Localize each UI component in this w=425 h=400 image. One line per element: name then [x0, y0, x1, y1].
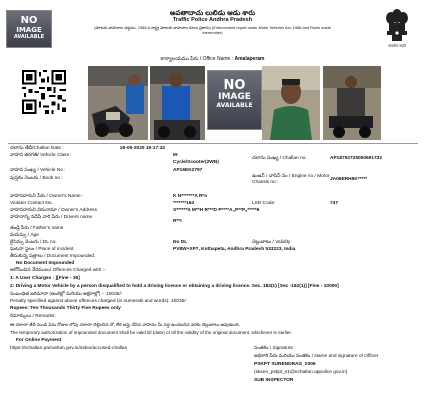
office-name-row [0, 57, 425, 63]
place-of-incident-value: PV8W+XP7, Kothapeta, Andhra Pradesh 533223, India [173, 247, 296, 252]
emblem-caption: सत्यमेव जयते [388, 44, 406, 48]
validity-note: The temporary authorization of impounded document shall be valid till (date) or till the validity of the original document, whichever is earlier. [10, 330, 292, 335]
document-impounded-label: తీసుకున్న పత్రాలు / Document Impounded: [10, 254, 96, 259]
office-name-label: కార్యాలయము పేరు / Office Name : [160, 56, 234, 62]
vehicle-class-label: వాహన తరగతి/ Vehicle Class : [10, 153, 72, 158]
violator-photo [262, 66, 320, 140]
engine-no-label-2: Chassis no : [252, 180, 279, 185]
online-payment-link[interactable]: https://echallan.parivahan.gov.in/index/accused-challan [10, 346, 128, 351]
vehicle-no-label: వాహన సంఖ్య / Vehicle No : [10, 168, 66, 173]
qr-code [22, 70, 66, 114]
remarks-label: రిమార్కులు / Remarks: [10, 314, 56, 319]
challan-date-value: 26-05-2025 19:17:32 [120, 146, 166, 151]
officer-rank: SUB INSPECTOR [254, 378, 294, 383]
ashoka-emblem-icon [382, 8, 412, 52]
challan-no-label: చలాను సంఖ్య / Challan no. [252, 156, 307, 161]
challan-date-label: చలాను తేదీ/Challan Date : [10, 146, 64, 151]
signature-label: సంతకం / Signature : [254, 346, 296, 351]
officer-name-value: PSKPT SURENDRAG_0306 [254, 362, 316, 367]
offence-1: 1: A User Charges : ][Fine - 35] [10, 276, 80, 281]
place-of-incident-label: ఘటనా స్థలం / Place of incident [10, 247, 74, 252]
penalty-specified: Penalty specified against above offences charged (in numerals and words): 10035/- [10, 299, 188, 304]
violator-contact-label: Violator Contact No. [10, 201, 53, 206]
vehicle-class-value-2: Cycle/Scooter(2WN) [173, 160, 219, 165]
engine-no-label: ఇంజన్ / చాసిస్ నం / Engine no / Motor [252, 174, 330, 179]
dl-no-label: లైసెన్సు నెంబరు / DL no. [10, 240, 57, 245]
drivers-name-label: వాహనాన్ని నడిపే వారి పేరు / Drivers name [10, 215, 93, 220]
offence-2: 2: Driving a Motor Vehicle by a person disqualified to hold a driving licence or obtaining a driving licence. Sec. 182(1) [Sec -182(1)] [Fine - 10000] [10, 284, 339, 289]
dl-no-value: No DL [173, 240, 188, 245]
penalty-in-words: Rupees: Ten Thousands Thirty Five Rupees only [10, 306, 121, 311]
vehicle-photo-3 [323, 66, 381, 140]
owner-address-label: వాహనదారుని చిరునామా / Owner's Address [10, 208, 97, 213]
lsd-code-label: LSD Code: [252, 201, 276, 206]
drivers-name-value: R**I [173, 219, 182, 224]
challan-no-value: AP18792725050691732 [330, 156, 383, 161]
vehicle-photo-1 [88, 66, 148, 140]
officer-name-label: అధికారి పేరు మరియు సంతకం / Name and signature of Officer [254, 354, 379, 359]
penalty-telugu: సంబంధిత జరిమానా (అంకెల్లో మరియు అక్షరాల్లో) :- 10035/- [10, 292, 123, 297]
online-payment-label: For Online Payment [16, 338, 62, 343]
office-name-value: Amalaperam [234, 56, 265, 62]
lsd-code-value: 747 [330, 201, 339, 206]
owner-address-value: S******S M**H R***D P****A,,P**P,,*****6 [173, 208, 260, 213]
header-title-telugu: అవతాదాచు లులిడు ఆడు శారు [169, 10, 256, 17]
vehicle-class-value: M- [173, 153, 179, 158]
violator-contact-value: *******164 [173, 201, 195, 206]
offences-label: ఆరోపించిన నేరములు/ Offences Charged with :- [10, 268, 106, 273]
document-impounded-value: No Document Impounded [16, 261, 75, 266]
header-no-image-logo: NO IMAGE AVAILABLE [6, 10, 52, 48]
header-title: Traffic Police Andhra Pradesh [172, 17, 253, 23]
officer-email: (sksen_pskpt_s1@echallan appolice gov.in) [254, 370, 348, 375]
photo-no-image-placeholder: NO IMAGE AVAILABLE [207, 70, 262, 130]
fathers-name-label: తండ్రి పేరు / Father's name [10, 226, 64, 231]
validity-label: చెల్లుబాటు / Validity [252, 240, 291, 245]
header-subtitle-2: thereunder) [202, 30, 223, 35]
validity-note-telugu: ఈ చలానా తేదీ నుండి ఏడు రోజుల లోపు చలానా చెల్లించిన చో, లేక జప్తు చేసిన వాహనం మీ వద్ద ఉంచబడిన వరకు చెల్లుబాటు అవుతుంది. [10, 322, 240, 327]
age-label: వయస్సు / Age [10, 233, 39, 238]
header-subtitle: (మోటరు వాహనాల చట్టము, 1988 & రాష్ట్ర మోటరు వాహనాల రూలు ప్రకారం) (Enforcement report under Motor Vehicles Act, 1988 and Rules made [94, 25, 331, 30]
divider [8, 143, 418, 144]
vehicle-no-value: AP16EK2797 [173, 168, 203, 173]
owner-name-value: K N*******A R*o [173, 194, 208, 199]
engine-no-value: JA06ERH5K***** [330, 177, 368, 182]
owner-name-label: వాహనదారుని పేరు / Owner's Name : [10, 194, 84, 199]
vehicle-photo-2 [150, 66, 205, 140]
book-no-label: పుస్తకం నెంబరు / Book no : [10, 176, 63, 181]
